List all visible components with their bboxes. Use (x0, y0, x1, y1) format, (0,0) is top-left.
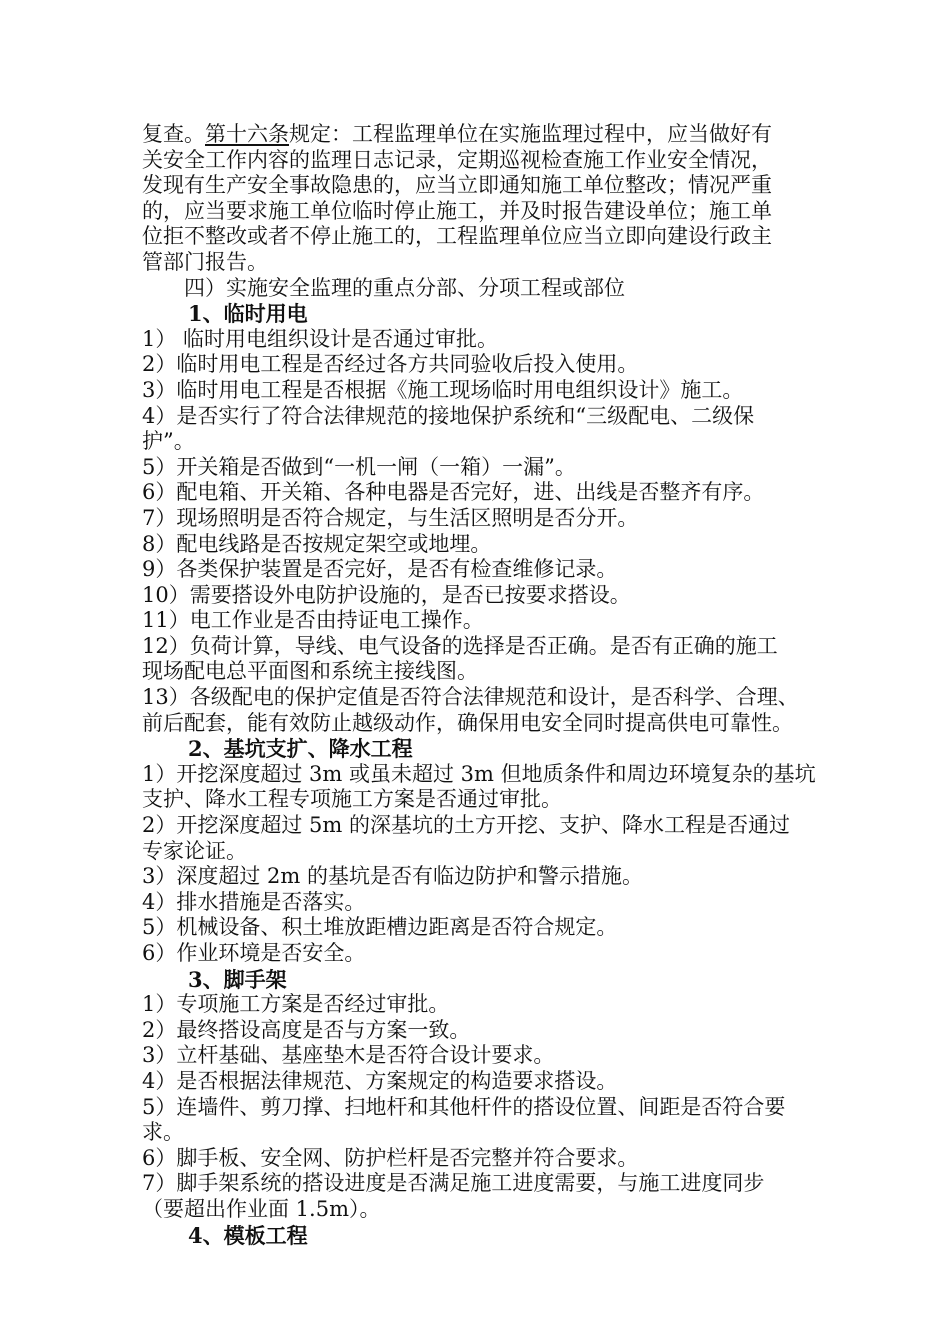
intro-line: 发现有生产安全事故隐患的，应当立即通知施工单位整改；情况严重 (142, 173, 772, 198)
list-item: 2）临时用电工程是否经过各方共同验收后投入使用。 (142, 352, 639, 377)
list-item: 2）最终搭设高度是否与方案一致。 (142, 1017, 471, 1042)
list-item: 10）需要搭设外电防护设施的，是否已按要求搭设。 (142, 582, 631, 607)
intro-text-start: 复查。 (142, 122, 205, 146)
list-item: 3）立杆基础、基座垫木是否符合设计要求。 (142, 1043, 555, 1068)
list-item: 5）机械设备、积土堆放距槽边距离是否符合规定。 (142, 915, 618, 940)
section-title: 四）实施安全监理的重点分部、分项工程或部位 (184, 275, 625, 300)
intro-line: 的，应当要求施工单位临时停止施工，并及时报告建设单位；施工单 (142, 198, 772, 223)
list-item: 12）负荷计算，导线、电气设备的选择是否正确。是否有正确的施工 (142, 633, 778, 658)
list-item: 7）脚手架系统的搭设进度是否满足施工进度需要，与施工进度同步 (142, 1171, 765, 1196)
list-item: 4）是否根据法律规范、方案规定的构造要求搭设。 (142, 1068, 618, 1093)
heading-temporary-electricity: 1、临时用电 (188, 301, 308, 327)
list-item: 4）排水措施是否落实。 (142, 889, 366, 914)
list-item: 3）临时用电工程是否根据《施工现场临时用电组织设计》施工。 (142, 377, 744, 402)
list-item: 8）配电线路是否按规定架空或地埋。 (142, 531, 492, 556)
list-item: 1） 临时用电组织设计是否通过审批。 (142, 326, 499, 351)
list-item: 求。 (142, 1120, 184, 1145)
list-item: 7）现场照明是否符合规定，与生活区照明是否分开。 (142, 505, 639, 530)
intro-text-rest: 规定：工程监理单位在实施监理过程中，应当做好有 (289, 122, 772, 146)
intro-line: 管部门报告。 (142, 249, 268, 274)
list-item: 2）开挖深度超过 5m 的深基坑的土方开挖、支护、降水工程是否通过 (142, 813, 790, 838)
list-item: 13）各级配电的保护定值是否符合法律规范和设计，是否科学、合理、 (142, 685, 799, 710)
heading-scaffolding: 3、脚手架 (188, 966, 287, 992)
list-item: 5）连墙件、剪刀撑、扫地杆和其他杆件的搭设位置、间距是否符合要 (142, 1094, 786, 1119)
intro-line: 位拒不整改或者不停止施工的，工程监理单位应当立即向建设行政主 (142, 224, 772, 249)
list-item: 专家论证。 (142, 838, 247, 863)
list-item: 3）深度超过 2m 的基坑是否有临边防护和警示措施。 (142, 864, 643, 889)
list-item: （要超出作业面 1.5m）。 (142, 1196, 381, 1221)
list-item: 1）开挖深度超过 3m 或虽未超过 3m 但地质条件和周边环境复杂的基坑 (142, 761, 816, 786)
heading-foundation-pit: 2、基坑支扩、降水工程 (188, 736, 413, 762)
list-item: 现场配电总平面图和系统主接线图。 (142, 659, 478, 684)
list-item: 支护、降水工程专项施工方案是否通过审批。 (142, 787, 562, 812)
intro-first-line (142, 122, 862, 148)
list-item: 6）作业环境是否安全。 (142, 941, 366, 965)
list-item: 前后配套，能有效防止越级动作，确保用电安全同时提高供电可靠性。 (142, 710, 793, 735)
list-item: 9）各类保护装置是否完好，是否有检查维修记录。 (142, 557, 618, 582)
document-body (142, 122, 862, 1248)
intro-line: 关安全工作内容的监理日志记录，定期巡视检查施工作业安全情况， (142, 147, 772, 172)
list-item: 护”。 (142, 429, 195, 454)
list-item: 5）开关箱是否做到“一机一闸（一箱）一漏”。 (142, 454, 576, 479)
list-item: 6）配电箱、开关箱、各种电器是否完好，进、出线是否整齐有序。 (142, 480, 765, 505)
heading-formwork: 4、模板工程 (188, 1222, 308, 1248)
list-item: 4）是否实行了符合法律规范的接地保护系统和“三级配电、二级保 (142, 403, 755, 428)
list-item: 1）专项施工方案是否经过审批。 (142, 992, 450, 1017)
list-item: 6）脚手板、安全网、防护栏杆是否完整并符合要求。 (142, 1145, 639, 1170)
article-reference: 第十六条 (205, 122, 289, 146)
list-item: 11）电工作业是否由持证电工操作。 (142, 608, 484, 633)
